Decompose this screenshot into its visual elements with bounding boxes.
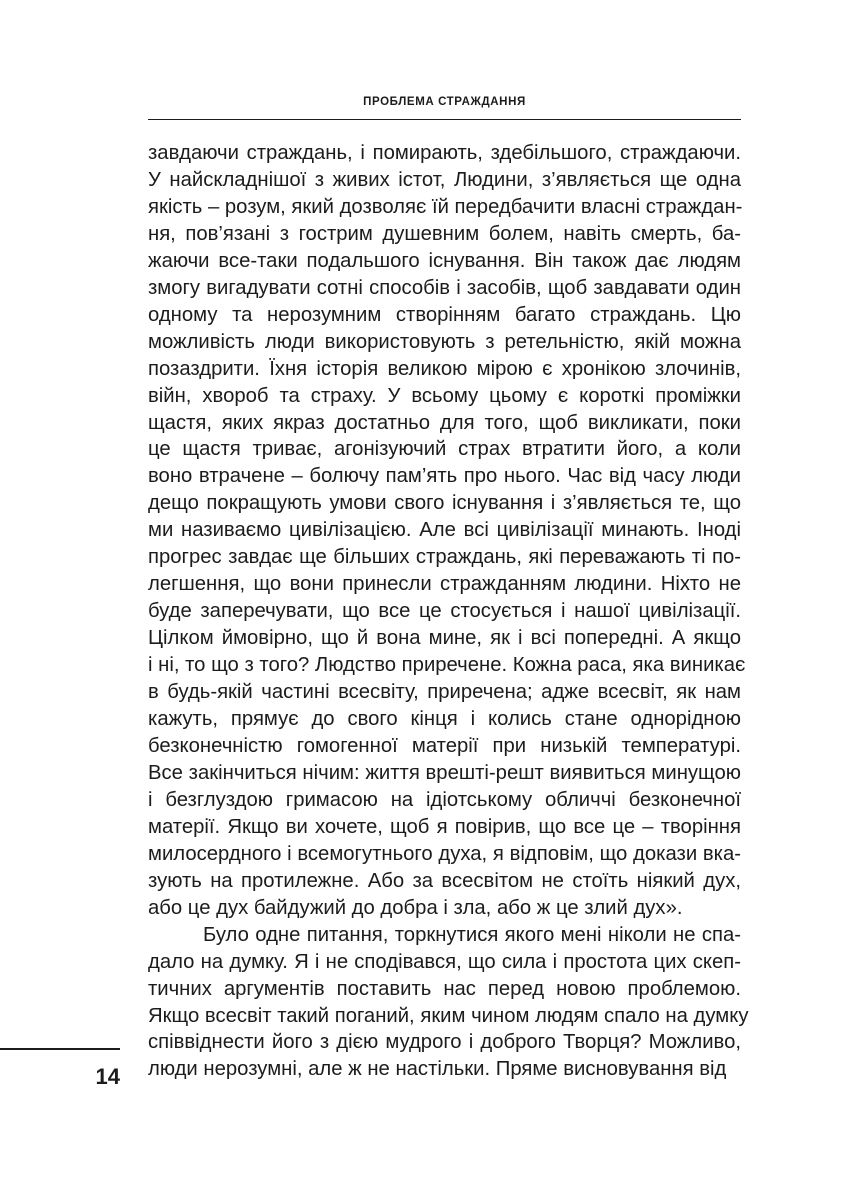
header-rule	[148, 119, 741, 120]
text-line: якість – розум, який дозволяє їй передбачити власні страждан-	[148, 195, 743, 218]
page-number: 14	[95, 1064, 120, 1089]
footer-rule	[0, 1048, 120, 1050]
text-line: ня, пов’язані з гострим душевним болем, навіть смерть, ба-	[148, 222, 741, 245]
text-line: позаздрити. Їхня історія великою мірою є хронікою злочинів,	[148, 357, 741, 380]
text-line: в будь-якій частині всесвіту, приречена; адже всесвіт, як нам	[148, 681, 741, 704]
text-line: дало на думку. Я і не сподівався, що сила і простота цих скеп-	[148, 950, 741, 973]
text-line: прогрес завдає ще більших страждань, які переважають ті по-	[148, 546, 741, 569]
text-line: завдаючи страждань, і помирають, здебільшого, страждаючи.	[148, 142, 741, 164]
text-line: милосердного і всемогутнього духа, я відповім, що докази вка-	[148, 842, 741, 865]
text-line: Все закінчиться нічим: життя врешті-решт виявиться минущою	[148, 761, 741, 784]
text-line: матерії. Якщо ви хочете, щоб я повірив, що все це – творіння	[148, 815, 741, 838]
text-line: тичних аргументів поставить нас перед новою проблемою.	[148, 977, 741, 1000]
text-line: або це дух байдужий до добра і зла, або ж це злий дух».	[148, 896, 683, 919]
text-line: легшення, що вони принесли стражданням людини. Ніхто не	[148, 573, 741, 596]
running-header-title: ПРОБЛЕМА СТРАЖДАННЯ	[363, 96, 526, 108]
text-line: дещо покращують умови свого існування і з’являється те, що	[148, 492, 741, 515]
text-line: ми називаємо цивілізацією. Але всі цивілізації минають. Іноді	[148, 519, 741, 542]
text-line: війн, хвороб та страху. У всьому цьому є короткі проміжки	[148, 384, 741, 407]
text-line: Було одне питання, торкнутися якого мені ніколи не спа-	[203, 923, 741, 946]
text-line: і ні, то що з того? Людство приречене. Кожна раса, яка виникає	[148, 654, 746, 677]
text-line: це щастя триває, агонізуючий страх втратити його, а коли	[148, 438, 741, 461]
text-line: змогу вигадувати сотні способів і засобів, щоб завдавати один	[148, 276, 741, 299]
text-line: зують на протилежне. Або за всесвітом не стоїть ніякий дух,	[148, 869, 741, 892]
text-line: люди нерозумні, але ж не настільки. Пряме висновування від	[148, 1058, 727, 1081]
text-line: Якщо всесвіт такий поганий, яким чином людям спало на думку	[148, 1004, 749, 1027]
text-line: безконечністю гомогенної матерії при низькій температурі.	[148, 734, 741, 757]
text-line: щастя, яких якраз достатньо для того, щоб викликати, поки	[148, 411, 741, 434]
text-line: співвіднести його з дією мудрого і доброго Творця? Можливо,	[148, 1031, 741, 1054]
text-line: буде заперечувати, що все це стосується і нашої цивілізації.	[148, 600, 741, 623]
body-text	[148, 140, 749, 1083]
text-line: У найскладнішої з живих істот, Людини, з’являється ще одна	[148, 168, 741, 191]
paragraph	[148, 922, 749, 1084]
text-line: кажуть, прямує до свого кінця і колись стане однорідною	[148, 708, 741, 731]
text-line: і безглуздою гримасою на ідіотському обличчі безконечної	[148, 788, 741, 811]
text-line: воно втрачене – болючу пам’ять про нього. Час від часу люди	[148, 465, 741, 488]
text-line: одному та нерозумним створінням багато страждань. Цю	[148, 303, 741, 326]
text-line: Цілком ймовірно, що й вона мине, як і всі попередні. А якщо	[148, 627, 741, 650]
text-line: жаючи все-таки подальшого існування. Він також дає людям	[148, 249, 741, 272]
text-line: можливість люди використовують з ретельністю, якій можна	[148, 330, 741, 353]
paragraph	[148, 140, 746, 922]
